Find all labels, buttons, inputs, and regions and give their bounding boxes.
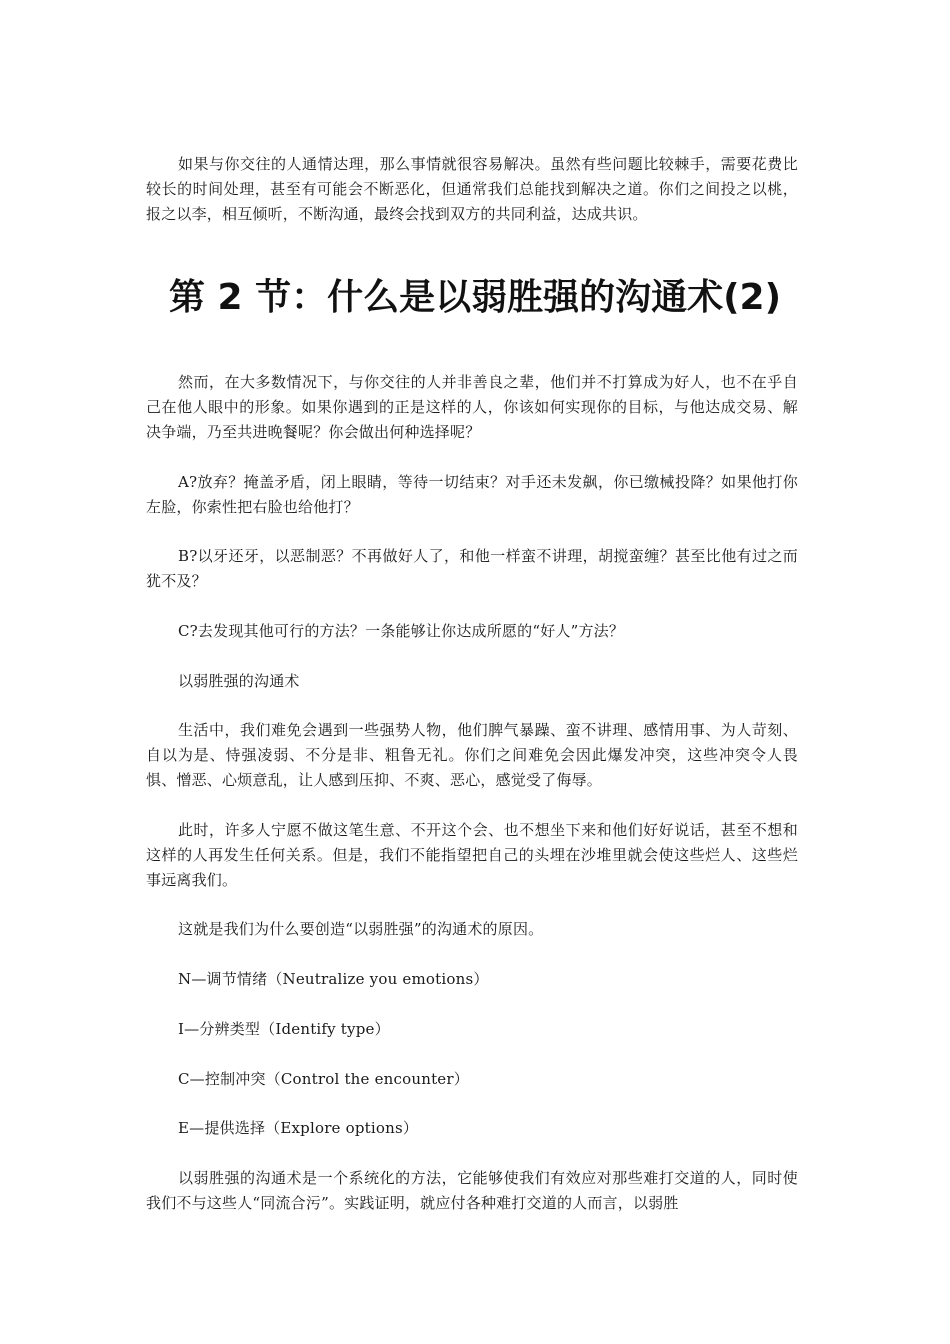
step-n-line: N—调节情绪（Neutralize you emotions）: [178, 970, 489, 988]
paragraph-1: 然而，在大多数情况下，与你交往的人并非善良之辈，他们并不打算成为好人，也不在乎自己在他人眼中的形象。如果你遇到的正是这样的人，你该如何实现你的目标，与他达成交易、解决争端，乃至共进晚餐呢？你会做出何种选择呢？: [146, 373, 798, 441]
option-a-paragraph: A?放弃？掩盖矛盾，闭上眼睛，等待一切结束？对手还未发飙，你已缴械投降？如果他打你左脸，你索性把右脸也给他打？: [146, 473, 798, 516]
intro-paragraph: 如果与你交往的人通情达理，那么事情就很容易解决。虽然有些问题比较棘手，需要花费比较长的时间处理，甚至有可能会不断恶化，但通常我们总能找到解决之道。你们之间投之以桃，报之以李，相互倾听，不断沟通，最终会找到双方的共同利益，达成共识。: [146, 155, 798, 223]
paragraph-5: 以弱胜强的沟通术是一个系统化的方法，它能够使我们有效应对那些难打交道的人，同时使我们不与这些人“同流合污”。实践证明，就应付各种难打交道的人而言，以弱胜: [146, 1169, 798, 1212]
section-heading: 第 2 节：什么是以弱胜强的沟通术(2): [168, 277, 782, 318]
paragraph-2: 生活中，我们难免会遇到一些强势人物，他们脾气暴躁、蛮不讲理、感情用事、为人苛刻、自以为是、恃强凌弱、不分是非、粗鲁无礼。你们之间难免会因此爆发冲突，这些冲突令人畏惧、憎恶、心烦意乱，让人感到压抑、不爽、恶心，感觉受了侮辱。: [146, 721, 798, 789]
subtitle-line: 以弱胜强的沟通术: [178, 672, 300, 690]
step-c-line: C—控制冲突（Control the encounter）: [178, 1070, 469, 1088]
paragraph-4: 这就是我们为什么要创造“以弱胜强”的沟通术的原因。: [178, 920, 544, 938]
paragraph-3: 此时，许多人宁愿不做这笔生意、不开这个会、也不想坐下来和他们好好说话，甚至不想和这样的人再发生任何关系。但是，我们不能指望把自己的头埋在沙堆里就会使这些烂人、这些烂事远离我们。: [146, 821, 798, 889]
option-c-paragraph: C?去发现其他可行的方法？一条能够让你达成所愿的“好人”方法？: [178, 622, 625, 640]
step-e-line: E—提供选择（Explore options）: [178, 1119, 419, 1137]
step-i-line: I—分辨类型（Identify type）: [178, 1020, 390, 1038]
option-b-paragraph: B?以牙还牙，以恶制恶？不再做好人了，和他一样蛮不讲理，胡搅蛮缠？甚至比他有过之而犹不及？: [146, 547, 798, 590]
